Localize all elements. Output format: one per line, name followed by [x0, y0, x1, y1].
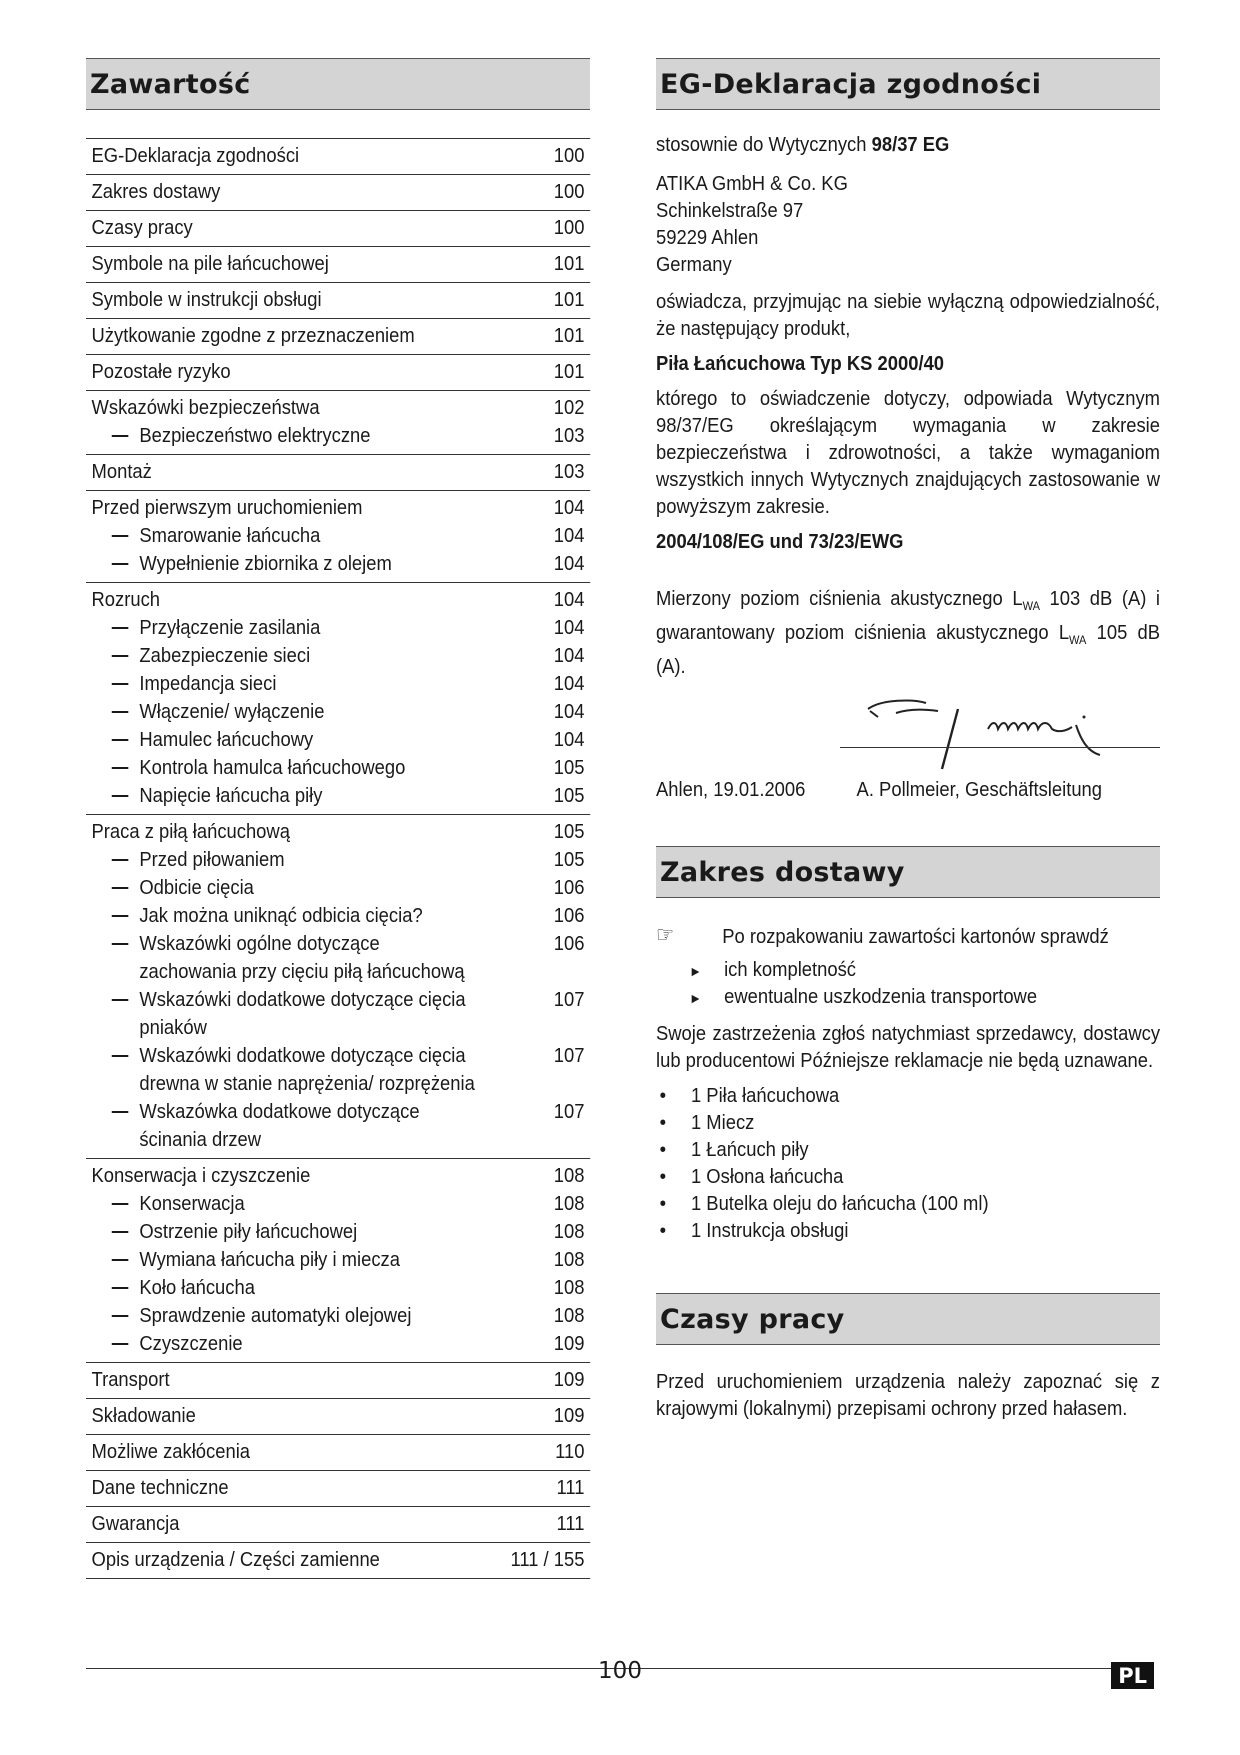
toc-entry-page: 104: [553, 525, 585, 547]
toc-entry-page: [529, 958, 584, 986]
toc-entry-page: 106: [553, 877, 585, 899]
toc-group: [86, 138, 590, 175]
toc-entry-label: ścinania drzew: [139, 1129, 262, 1151]
toc-entry-label: Praca z piłą łańcuchową: [91, 821, 290, 843]
toc-entry-page: 105: [553, 821, 585, 843]
toc-group: [86, 1507, 590, 1543]
toc-entry-page: 104: [553, 701, 585, 723]
toc-entry-label: Czasy pracy: [91, 217, 193, 239]
toc-entry-page: 104: [553, 497, 585, 519]
toc-entry-label: Przyłączenie zasilania: [92, 614, 530, 642]
toc-group: [86, 283, 590, 319]
toc-entry[interactable]: [92, 958, 585, 986]
toc-entry[interactable]: [92, 586, 585, 614]
toc-entry[interactable]: [92, 394, 585, 422]
toc-entry[interactable]: [92, 902, 585, 930]
toc-entry-page: 106: [553, 905, 585, 927]
toc-entry-label: Wypełnienie zbiornika z olejem: [92, 550, 530, 578]
toc-entry-label: Ostrzenie piły łańcuchowej: [92, 1218, 530, 1246]
toc-entry-label: Bezpieczeństwo elektryczne: [92, 422, 530, 450]
place-date: Ahlen, 19.01.2006: [656, 779, 806, 801]
toc-entry[interactable]: [92, 874, 585, 902]
toc-entry-label: Transport: [91, 1369, 170, 1391]
toc-entry-page: 100: [553, 217, 585, 239]
toc-title: Zawartość: [86, 58, 590, 110]
noise-text-2: 103 dB (A) i gwarantowany poziom ciśnienia akustycznego L: [656, 588, 1161, 644]
delivery-title: Zakres dostawy: [656, 846, 1160, 898]
toc-entry-label: Montaż: [91, 461, 152, 483]
check-item: ► ewentualne uszkodzenia transportowe: [656, 984, 1160, 1011]
toc-entry-label: Wskazówki dodatkowe dotyczące cięcia: [92, 1042, 530, 1070]
toc-entry-page: [529, 1126, 584, 1154]
applied-directives: 2004/108/EG und 73/23/EWG: [656, 531, 904, 553]
toc-entry-page: 111: [556, 1477, 585, 1499]
toc-entry-page: 107: [553, 1045, 585, 1067]
toc-entry[interactable]: [92, 494, 585, 522]
toc-entry-page: [529, 1014, 584, 1042]
toc-entry[interactable]: [92, 642, 585, 670]
toc-entry[interactable]: [92, 1218, 585, 1246]
toc-entry-label: Przed pierwszym uruchomieniem: [91, 497, 363, 519]
toc-entry-label: zachowania przy cięciu piłą łańcuchową: [139, 961, 465, 983]
toc-entry-label: Impedancja sieci: [92, 670, 530, 698]
conformity-text: którego to oświadczenie dotyczy, odpowiada Wytycznym 98/37/EG określającym wymagania w zakresie bezpieczeństwa i zdrowotności, a także wymaganiom wszystkich innych Wytycznych znajdujących zastosowanie w powyższym zakresie.: [656, 388, 1161, 518]
toc-entry-label: Zakres dostawy: [91, 181, 221, 203]
signature-caption: [656, 777, 1160, 804]
toc-entry-label: Smarowanie łańcucha: [92, 522, 530, 550]
toc-entry-page: [529, 1070, 584, 1098]
delivery-body: [656, 924, 1160, 1245]
toc-entry-label: Pozostałe ryzyko: [91, 361, 231, 383]
worktime-text: Przed uruchomieniem urządzenia należy zapoznać się z krajowymi (lokalnymi) przepisami ochrony przed hałasem.: [656, 1371, 1161, 1420]
toc-entry-label: Konserwacja: [92, 1190, 530, 1218]
toc-entry-label: Opis urządzenia / Części zamienne: [91, 1549, 380, 1571]
declaration-body: [656, 132, 1160, 804]
toc-entry[interactable]: [92, 1302, 585, 1330]
noise-subscript-1: WA: [1022, 599, 1040, 613]
toc-entry[interactable]: [92, 458, 585, 486]
page-number: 100: [598, 1658, 642, 1684]
toc-entry-page: 104: [553, 589, 585, 611]
toc-entry-label: Jak można uniknąć odbicia cięcia?: [92, 902, 530, 930]
toc-entry-page: 100: [553, 145, 585, 167]
toc-entry[interactable]: [92, 178, 585, 206]
toc-group: [86, 1435, 590, 1471]
signature-area: [656, 691, 1160, 773]
delivery-item: • 1 Butelka oleju do łańcucha (100 ml): [656, 1191, 1160, 1218]
toc-entry-label: Konserwacja i czyszczenie: [91, 1165, 311, 1187]
toc-entry[interactable]: [92, 1438, 585, 1466]
toc-entry-page: 100: [553, 181, 585, 203]
toc-entry[interactable]: [92, 1042, 585, 1070]
toc-entry-page: 108: [553, 1249, 585, 1271]
toc-entry-label: Wskazówki bezpieczeństwa: [91, 397, 320, 419]
noise-text-1: Mierzony poziom ciśnienia akustycznego L: [656, 588, 1023, 610]
directive-number: 98/37 EG: [871, 134, 950, 156]
delivery-item: • 1 Instrukcja obsługi: [656, 1218, 1160, 1245]
toc-entry[interactable]: [92, 614, 585, 642]
toc-entry[interactable]: [92, 142, 585, 170]
pointing-hand-icon: ☞: [656, 923, 675, 948]
toc-entry-label: Wskazówka dodatkowe dotyczące: [92, 1098, 530, 1126]
toc-group: [86, 211, 590, 247]
toc-group: [86, 247, 590, 283]
toc-entry[interactable]: [92, 930, 585, 958]
toc-entry-label: Koło łańcucha: [92, 1274, 530, 1302]
toc-entry[interactable]: [92, 422, 585, 450]
toc-group: [86, 491, 590, 583]
toc-entry-label: Użytkowanie zgodne z przeznaczeniem: [91, 325, 415, 347]
toc-entry-label: Hamulec łańcuchowy: [92, 726, 530, 754]
toc-group: [86, 319, 590, 355]
toc-group: [86, 1363, 590, 1399]
delivery-item: • 1 Łańcuch piły: [656, 1137, 1160, 1164]
toc-entry-page: 108: [553, 1165, 585, 1187]
toc-group: [86, 1471, 590, 1507]
complaint-text: Swoje zastrzeżenia zgłoś natychmiast sprzedawcy, dostawcy lub producentowi Późniejsze reklamacje nie będą uznawane.: [656, 1023, 1161, 1072]
toc-entry-page: 101: [553, 325, 585, 347]
toc-entry-page: 103: [553, 425, 585, 447]
toc-entry[interactable]: [92, 522, 585, 550]
toc-entry-label: Składowanie: [91, 1405, 196, 1427]
toc-list: [86, 138, 590, 1579]
toc-entry-page: 103: [553, 461, 585, 483]
toc-entry-label: Przed piłowaniem: [92, 846, 530, 874]
toc-entry[interactable]: [92, 1098, 585, 1126]
toc-group: [86, 455, 590, 491]
toc-entry-page: 101: [553, 361, 585, 383]
worktime-title: Czasy pracy: [656, 1293, 1160, 1345]
toc-entry[interactable]: [92, 726, 585, 754]
signatory: A. Pollmeier, Geschäftsleitung: [856, 779, 1103, 801]
directive-prefix: stosownie do Wytycznych: [656, 134, 872, 156]
toc-entry-label: Włączenie/ wyłączenie: [92, 698, 530, 726]
toc-entry[interactable]: [92, 1126, 585, 1154]
toc-entry-page: 109: [553, 1405, 585, 1427]
company-address: [656, 171, 1160, 279]
toc-group: [86, 583, 590, 815]
delivery-item: • 1 Osłona łańcucha: [656, 1164, 1160, 1191]
toc-entry-label: Gwarancja: [91, 1513, 180, 1535]
toc-entry-page: 104: [553, 617, 585, 639]
toc-entry-label: Symbole w instrukcji obsługi: [91, 289, 322, 311]
toc-group: [86, 1399, 590, 1435]
toc-entry[interactable]: [92, 550, 585, 578]
toc-entry-page: 105: [553, 757, 585, 779]
toc-entry[interactable]: [92, 818, 585, 846]
toc-entry-label: Odbicie cięcia: [92, 874, 530, 902]
delivery-items: [656, 1083, 1160, 1245]
toc-entry[interactable]: [92, 782, 585, 810]
check-item: ► ich kompletność: [656, 957, 1160, 984]
language-badge: PL: [1111, 1662, 1154, 1689]
declaration-title: EG-Deklaracja zgodności: [656, 58, 1160, 110]
toc-entry[interactable]: [92, 1366, 585, 1394]
toc-entry-page: 107: [553, 1101, 585, 1123]
toc-entry-page: 104: [553, 645, 585, 667]
toc-group: [86, 1543, 590, 1579]
delivery-item: • 1 Piła łańcuchowa: [656, 1083, 1160, 1110]
product-name: Piła Łańcuchowa Typ KS 2000/40: [656, 353, 945, 375]
toc-entry-page: 102: [553, 397, 585, 419]
toc-entry-page: 101: [553, 289, 585, 311]
delivery-note-text: Po rozpakowaniu zawartości kartonów sprawdź: [722, 926, 1109, 948]
toc-entry-page: 104: [553, 729, 585, 751]
toc-entry-label: Kontrola hamulca łańcuchowego: [92, 754, 530, 782]
toc-entry[interactable]: [92, 1190, 585, 1218]
toc-entry[interactable]: [92, 358, 585, 386]
company-street: Schinkelstraße 97: [656, 200, 804, 222]
toc-entry[interactable]: [92, 1162, 585, 1190]
toc-entry[interactable]: [92, 846, 585, 874]
toc-entry-page: 108: [553, 1305, 585, 1327]
noise-subscript-2: WA: [1069, 633, 1087, 647]
toc-entry-label: drewna w stanie naprężenia/ rozprężenia: [139, 1073, 475, 1095]
toc-entry[interactable]: [92, 1070, 585, 1098]
toc-entry-page: 108: [553, 1193, 585, 1215]
toc-entry[interactable]: [92, 1546, 585, 1574]
signature-line: [840, 747, 1160, 748]
delivery-note: [656, 924, 1160, 951]
toc-entry-label: Napięcie łańcucha piły: [92, 782, 530, 810]
toc-entry-label: Sprawdzenie automatyki olejowej: [92, 1302, 530, 1330]
toc-entry-label: EG-Deklaracja zgodności: [91, 145, 300, 167]
toc-entry-page: 109: [553, 1333, 585, 1355]
noise-text-3: 105 dB (A).: [656, 622, 1161, 678]
delivery-checks: [656, 957, 1160, 1011]
toc-entry-page: 109: [553, 1369, 585, 1391]
toc-entry-label: Wskazówki dodatkowe dotyczące cięcia: [92, 986, 530, 1014]
toc-entry[interactable]: [92, 670, 585, 698]
company-city: 59229 Ahlen: [656, 227, 759, 249]
toc-entry-page: 108: [553, 1277, 585, 1299]
toc-entry[interactable]: [92, 1246, 585, 1274]
toc-entry-page: 104: [553, 553, 585, 575]
toc-entry-label: Czyszczenie: [92, 1330, 530, 1358]
toc-entry-label: pniaków: [139, 1017, 207, 1039]
toc-entry-label: Wskazówki ogólne dotyczące: [92, 930, 530, 958]
toc-entry[interactable]: [92, 214, 585, 242]
toc-entry[interactable]: [92, 1510, 585, 1538]
toc-entry[interactable]: [92, 754, 585, 782]
toc-entry-page: 101: [553, 253, 585, 275]
toc-entry-page: 107: [553, 989, 585, 1011]
noise-level-text: [656, 586, 1160, 681]
toc-entry-page: 104: [553, 673, 585, 695]
toc-entry[interactable]: [92, 1014, 585, 1042]
toc-entry-page: 105: [553, 785, 585, 807]
toc-entry[interactable]: [92, 250, 585, 278]
toc-entry-page: 108: [553, 1221, 585, 1243]
toc-entry-page: 110: [555, 1441, 585, 1463]
toc-entry-label: Dane techniczne: [91, 1477, 229, 1499]
toc-entry[interactable]: [92, 1474, 585, 1502]
table-of-contents: [86, 58, 590, 1579]
company-country: Germany: [656, 254, 732, 276]
directive-line: [656, 132, 1160, 159]
toc-group: [86, 355, 590, 391]
toc-entry[interactable]: [92, 322, 585, 350]
toc-group: [86, 1159, 590, 1363]
toc-entry[interactable]: [92, 986, 585, 1014]
toc-entry-label: Rozruch: [91, 589, 161, 611]
toc-group: [86, 391, 590, 455]
signature-image: [656, 691, 1160, 773]
toc-entry-label: Symbole na pile łańcuchowej: [91, 253, 329, 275]
toc-entry[interactable]: [92, 1274, 585, 1302]
toc-group: [86, 815, 590, 1159]
toc-group: [86, 175, 590, 211]
toc-entry-page: 106: [553, 933, 585, 955]
toc-entry-page: 105: [553, 849, 585, 871]
toc-entry-label: Możliwe zakłócenia: [91, 1441, 251, 1463]
company-name: ATIKA GmbH & Co. KG: [656, 173, 848, 195]
toc-entry-label: Zabezpieczenie sieci: [92, 642, 530, 670]
toc-entry[interactable]: [92, 1402, 585, 1430]
toc-entry[interactable]: [92, 286, 585, 314]
toc-entry-page: 111 / 155: [510, 1549, 585, 1571]
declaration-statement: oświadcza, przyjmując na siebie wyłączną odpowiedzialność, że następujący produkt,: [656, 291, 1161, 340]
toc-entry-page: 111: [556, 1513, 585, 1535]
toc-entry-label: Wymiana łańcucha piły i miecza: [92, 1246, 530, 1274]
toc-entry[interactable]: [92, 698, 585, 726]
right-column: [656, 58, 1160, 1423]
toc-entry[interactable]: [92, 1330, 585, 1358]
delivery-item: • 1 Miecz: [656, 1110, 1160, 1137]
